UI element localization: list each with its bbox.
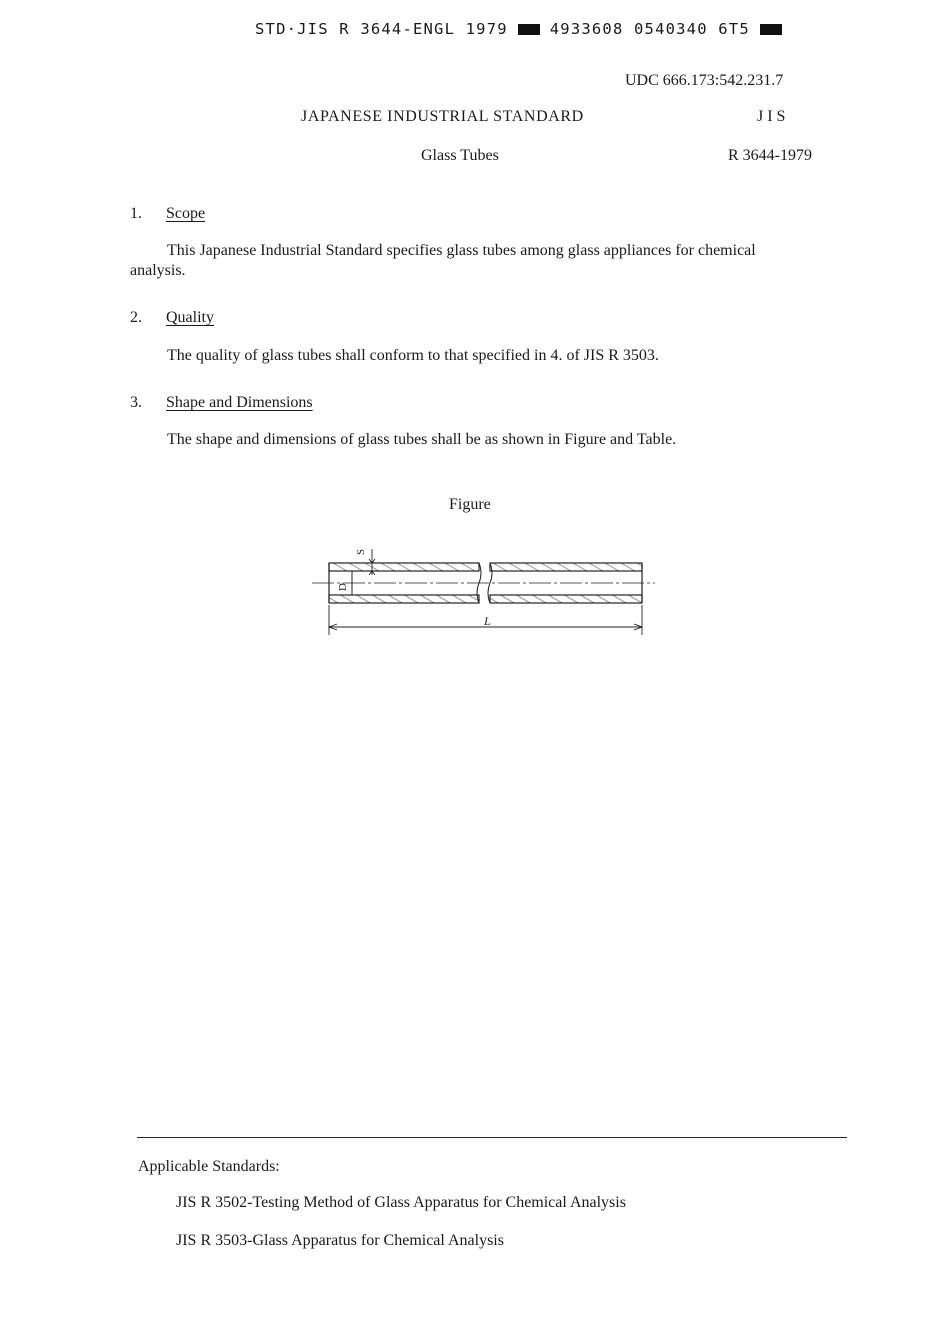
stamp-block — [518, 24, 540, 35]
tube-wall-top-right — [490, 563, 642, 571]
document-stamp — [255, 20, 792, 38]
figure-caption: Figure — [449, 496, 491, 513]
stamp-text-1: STD·JIS R 3644-ENGL 1979 — [255, 20, 508, 38]
section-title-scope: Scope — [166, 205, 206, 222]
udc-code: UDC 666.173:542.231.7 — [625, 72, 784, 89]
applicable-standards-title: Applicable Standards: — [138, 1158, 280, 1175]
section-title-shape: Shape and Dimensions — [166, 394, 313, 411]
section-title-quality: Quality — [166, 309, 214, 326]
section-number: 2. — [130, 309, 142, 326]
tube-wall-bottom-right — [490, 595, 642, 603]
section-text-scope: This Japanese Industrial Standard specifies glass tubes among glass appliances for chemical analysis. — [130, 242, 756, 279]
document-title: Glass Tubes — [421, 147, 499, 164]
dimension-label-d: D — [337, 583, 349, 591]
applicable-standard-item: JIS R 3502-Testing Method of Glass Apparatus for Chemical Analysis — [176, 1194, 626, 1211]
dimension-label-s: S — [355, 548, 367, 555]
stamp-text-2: 4933608 0540340 6T5 — [549, 20, 750, 38]
standard-number: R 3644-1979 — [728, 147, 812, 164]
glass-tube-diagram — [300, 535, 670, 645]
footer-divider — [137, 1137, 847, 1138]
dimension-label-l: L — [484, 614, 491, 628]
applicable-standard-item: JIS R 3503-Glass Apparatus for Chemical Analysis — [176, 1232, 504, 1249]
standard-label: JAPANESE INDUSTRIAL STANDARD — [301, 108, 584, 125]
section-number: 1. — [130, 205, 142, 222]
section-text-shape: The shape and dimensions of glass tubes shall be as shown in Figure and Table. — [167, 431, 677, 448]
section-number: 3. — [130, 394, 142, 411]
jis-label: J I S — [757, 108, 786, 125]
tube-wall-top-left — [329, 563, 479, 571]
tube-wall-bottom-left — [329, 595, 479, 603]
stamp-block — [760, 24, 782, 35]
section-text-quality: The quality of glass tubes shall conform to that specified in 4. of JIS R 3503. — [167, 347, 659, 364]
